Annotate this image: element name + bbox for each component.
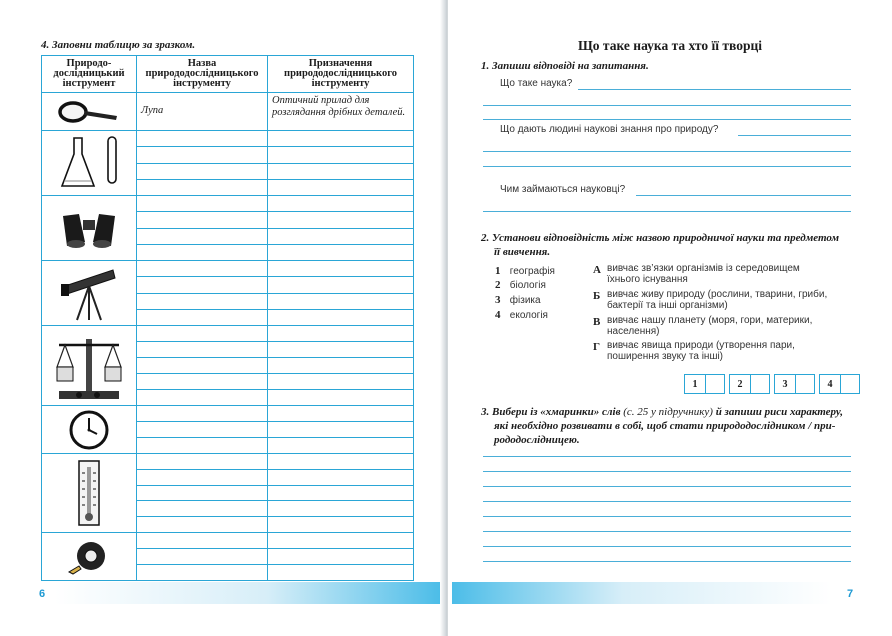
instrument-cell (42, 196, 137, 260)
instrument-cell (42, 131, 137, 195)
task-3-title-line3: рододослідницею. (494, 434, 580, 446)
answer-line[interactable] (738, 135, 851, 136)
task-3-title-line2: які необхідно розвивати в собі, щоб стати природодослідником / при- (494, 420, 836, 432)
subject-letter: В (593, 316, 601, 328)
answer-pair: 3 (774, 374, 815, 394)
table-row (42, 93, 413, 131)
name-column[interactable] (137, 326, 268, 405)
subject-description: вивчає явища природи (утворення пари, поширення звуку та інші) (607, 340, 795, 362)
table-row (42, 454, 413, 533)
name-column[interactable] (137, 131, 268, 195)
answer-box[interactable] (841, 374, 860, 394)
purpose-column[interactable] (268, 261, 413, 325)
footer-band (452, 582, 832, 604)
answer-line[interactable] (483, 531, 851, 532)
table-row (42, 326, 413, 406)
answer-grid (684, 374, 864, 394)
task-3-title-line1: 3. Вибери із «хмаринки» слів (с. 25 у підручнику) й запиши риси характеру, (481, 406, 843, 418)
task-1-title: 1. Запиши відповіді на запитання. (481, 60, 649, 72)
answer-line[interactable] (483, 561, 851, 562)
telescope-icon (57, 264, 121, 322)
sample-purpose: Оптичний прилад для розглядання дрібних деталей. (272, 95, 406, 118)
header-instrument: Природо- дослідницький інструмент (42, 56, 137, 92)
thermometer-icon (74, 459, 104, 527)
instrument-cell (42, 454, 137, 532)
purpose-column[interactable] (268, 196, 413, 260)
name-column[interactable] (137, 454, 268, 532)
subject-description: вивчає зв’язки організмів із середовищем їхнього існування (607, 263, 800, 285)
answer-line[interactable] (483, 166, 851, 167)
science-item: 2 біологія (495, 279, 546, 291)
subject-letter: Б (593, 290, 601, 302)
answer-line[interactable] (483, 486, 851, 487)
subject-description: вивчає живу природу (рослини, тварини, гриби, бактерії та інші організми) (607, 289, 828, 311)
task-2-title-line1: 2. Установи відповідність між назвою природничої науки та предметом (481, 232, 840, 244)
task-2-title-line2: її вивчення. (494, 246, 551, 258)
page-title: Що таке наука та хто її творці (577, 38, 762, 53)
balance-scale-icon (51, 329, 127, 403)
science-item: 3 фізика (495, 294, 541, 306)
answer-line[interactable] (578, 89, 851, 90)
subject-letter: Г (593, 341, 600, 353)
answer-box[interactable] (796, 374, 815, 394)
binoculars-icon (57, 206, 121, 250)
magnifying-glass-icon (57, 99, 121, 125)
instrument-cell (42, 261, 137, 325)
answer-line[interactable] (636, 195, 851, 196)
answer-line[interactable] (483, 105, 851, 106)
name-column[interactable] (137, 261, 268, 325)
answer-pair: 4 (819, 374, 860, 394)
left-page (0, 0, 444, 636)
table-row (42, 261, 413, 326)
instrument-cell (42, 326, 137, 405)
name-column[interactable] (137, 93, 268, 130)
answer-line[interactable] (483, 516, 851, 517)
instrument-cell (42, 533, 137, 580)
purpose-column[interactable] (268, 533, 413, 580)
table-row (42, 196, 413, 261)
answer-line[interactable] (483, 151, 851, 152)
flask-and-test-tube-icon (54, 134, 124, 192)
subject-letter: А (593, 264, 601, 276)
name-column[interactable] (137, 196, 268, 260)
question-2: Що дають людині наукові знання про природу? (500, 124, 719, 135)
clock-icon (69, 410, 109, 450)
footer-band (55, 582, 440, 604)
page-number-left: 6 (39, 588, 46, 600)
question-3: Чим займаються науковці? (500, 184, 626, 195)
table-header (42, 56, 413, 93)
table-row (42, 131, 413, 196)
answer-pair: 2 (729, 374, 770, 394)
question-1: Що таке наука? (500, 78, 573, 89)
tape-measure-icon (67, 538, 111, 576)
purpose-column[interactable] (268, 131, 413, 195)
answer-pair: 1 (684, 374, 725, 394)
sample-name: Лупа (141, 105, 164, 116)
right-page (448, 0, 892, 636)
answer-line[interactable] (483, 501, 851, 502)
name-column[interactable] (137, 406, 268, 453)
instrument-cell (42, 406, 137, 453)
instrument-cell (42, 93, 137, 130)
table-row (42, 406, 413, 454)
purpose-column[interactable] (268, 406, 413, 453)
subject-description: вивчає нашу планету (моря, гори, материки, населення) (607, 315, 813, 337)
table-row (42, 533, 413, 580)
answer-line[interactable] (483, 119, 851, 120)
instruments-table (41, 55, 414, 581)
answer-line[interactable] (483, 456, 851, 457)
page-number-right: 7 (847, 588, 854, 600)
science-item: 1 географія (495, 265, 555, 277)
header-name: Назва природодослідницького інструменту (137, 56, 268, 92)
answer-box[interactable] (706, 374, 725, 394)
answer-line[interactable] (483, 546, 851, 547)
purpose-column[interactable] (268, 93, 413, 130)
purpose-column[interactable] (268, 326, 413, 405)
answer-line[interactable] (483, 471, 851, 472)
header-purpose: Призначення природодослідницького інструменту (284, 58, 397, 89)
purpose-column[interactable] (268, 454, 413, 532)
answer-line[interactable] (483, 211, 851, 212)
answer-box[interactable] (751, 374, 770, 394)
science-item: 4 екологія (495, 309, 548, 321)
task-4-title: 4. Заповни таблицю за зразком. (41, 39, 196, 51)
name-column[interactable] (137, 533, 268, 580)
